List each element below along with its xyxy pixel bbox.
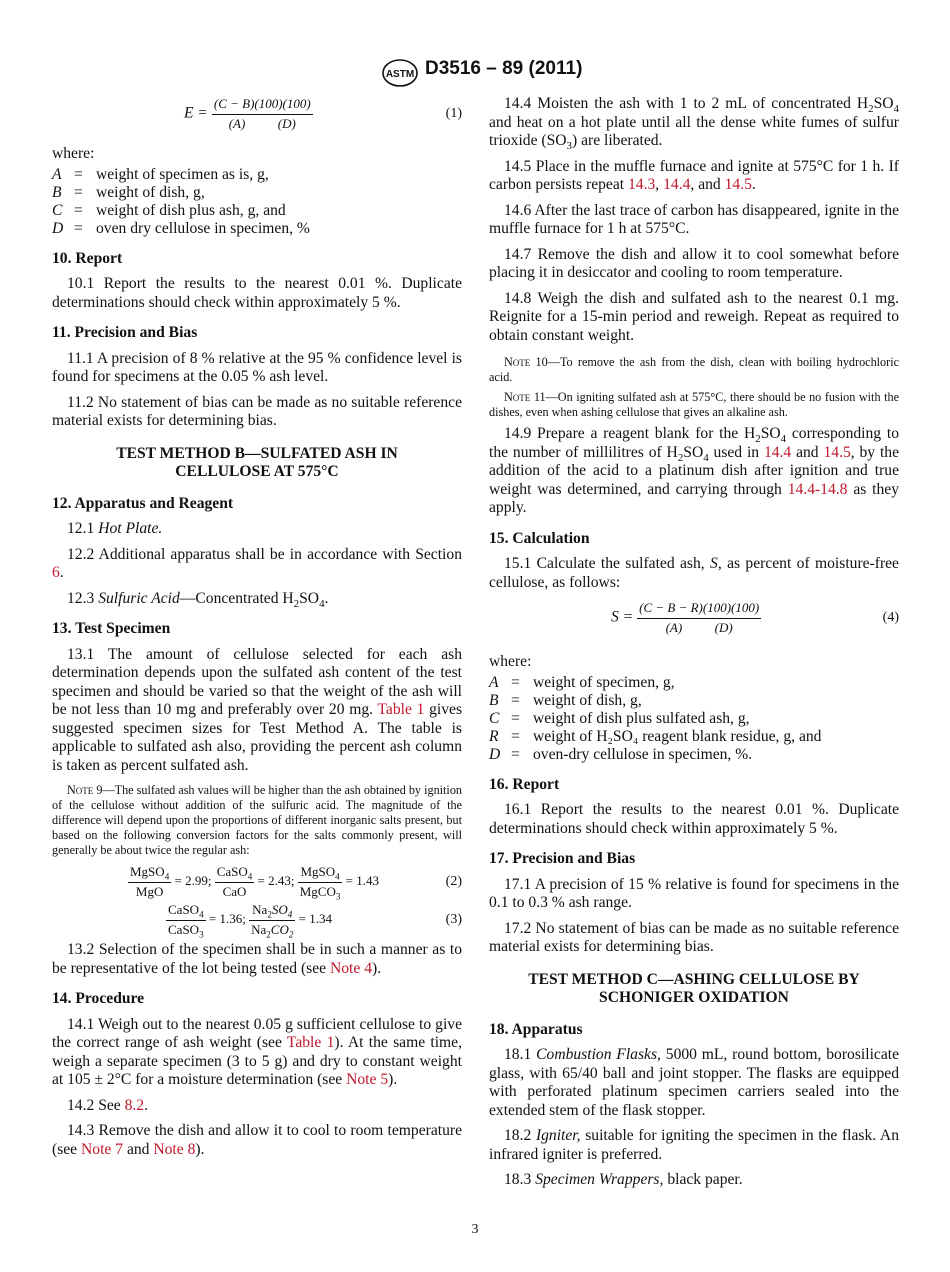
link-table-1[interactable]: Table 1 <box>286 1034 335 1051</box>
section-13-heading: 13. Test Specimen <box>52 620 171 637</box>
definition-row: C = weight of dish plus ash, g, and <box>52 201 286 219</box>
equation-3: $\frac{CaSO_4}{CaSO_3}$ = 1.36; $\frac{Na_2SO_4}{Na_2CO_2}$ = 1.34 (3) <box>168 902 462 940</box>
section-10-heading: 10. Report <box>52 249 123 267</box>
definition-row: D = oven-dry cellulose in specimen, %. <box>489 745 753 763</box>
definition-row: R = weight of H₂SO₄ reagent blank residue, g, and <box>489 727 822 745</box>
link-section-6[interactable]: 6 <box>52 564 60 581</box>
link-section-8-2[interactable]: 8.2 <box>124 1096 145 1114</box>
para-14-6: 14.6 After the last trace of carbon has disappeared, ignite in the muffle furnace for 1 h at 575°C. <box>489 201 899 237</box>
link-table-1[interactable]: Table 1 <box>377 701 425 718</box>
link-14-5[interactable]: 14.5 <box>724 176 752 193</box>
link-14-5[interactable]: 14.5 <box>823 443 851 461</box>
eq1-number: (1) <box>445 106 462 121</box>
para-14-2: 14.2 See 8.2. <box>67 1096 149 1114</box>
eq4-number: (4) <box>882 610 899 625</box>
definition-row: C = weight of dish plus sulfated ash, g, <box>489 709 750 727</box>
section-11-heading: 11. Precision and Bias <box>52 324 198 341</box>
para-15-1: 15.1 Calculate the sulfated ash, S, as percent of moisture-free cellulose, as follows: <box>489 555 899 591</box>
where-label-1: where: <box>52 145 95 162</box>
note-10: Note 10—To remove the ash from the dish, clean with boiling hydrochloric acid. <box>489 355 899 384</box>
para-16-1: 16.1 Report the results to the nearest 0.01 %. Duplicate determinations should check within approximately 5 %. <box>489 801 899 837</box>
definition-row: B = weight of dish, g, <box>52 183 205 201</box>
definition-row: B = weight of dish, g, <box>489 691 642 709</box>
eq1-lhs: E = <box>184 104 208 122</box>
equation-2: $\frac{MgSO_4}{\text{MgO}}$ = 2.99; $\frac{CaSO_4}{\text{CaO}}$ = 2.43; $\frac{MgSO_4}{MgCO_3}$ = 1.43 (2) <box>130 864 462 902</box>
para-13-2: 13.2 Selection of the specimen shall be in such a manner as to be representative of the lot being tested (see Note 4). <box>52 941 462 977</box>
note-11: Note 11—On igniting sulfated ash at 575°C, there should be no fusion with the dishes, even when ashing cellulose that gives an alkaline ash. <box>489 390 899 419</box>
definition-row: D = oven dry cellulose in specimen, % <box>52 219 310 237</box>
definitions-1 <box>52 166 462 238</box>
section-17-heading: 17. Precision and Bias <box>489 850 636 867</box>
eq4-lhs: S = <box>611 608 634 626</box>
para-11-2: 11.2 No statement of bias can be made as no suitable reference material exists for determining bias. <box>52 393 462 429</box>
section-12-heading: 12. Apparatus and Reagent <box>52 494 234 512</box>
para-12-1: 12.1 Hot Plate. <box>67 520 163 537</box>
link-14-4[interactable]: 14.4 <box>663 176 691 193</box>
link-note-5[interactable]: Note 5 <box>346 1071 389 1088</box>
eq1-fraction <box>212 95 313 133</box>
equation-4 <box>489 599 899 643</box>
eq4-fraction <box>637 599 761 637</box>
left-column <box>52 95 462 1166</box>
para-18-1: 18.1 Combustion Flasks, 5000 mL, round bottom, borosilicate glass, with 65/40 ball and joint stopper. The flasks are equipped with perforated platinum specimen carriers sealed into the extended stem of the flask stopper. <box>489 1046 899 1119</box>
eq4-denominator: (A) (D) <box>665 619 733 635</box>
para-14-3: 14.3 Remove the dish and allow it to cool to room temperature (see Note 7 and Note 8). <box>52 1122 462 1158</box>
para-14-5: 14.5 Place in the muffle furnace and ignite at 575°C for 1 h. If carbon persists repeat 14.3, 14.4, and 14.5. <box>489 157 899 193</box>
astm-logo <box>381 58 419 88</box>
section-16-heading: 16. Report <box>489 775 560 793</box>
section-15-heading: 15. Calculation <box>489 529 590 547</box>
link-note-8[interactable]: Note 8 <box>153 1140 196 1158</box>
document-id: D3516 – 89 (2011) <box>425 58 583 79</box>
para-12-3: 12.3 Sulfuric Acid—Concentrated $H_2SO_4$. <box>67 589 329 610</box>
para-17-1: 17.1 A precision of 15 % relative is found for specimens in the 0.1 to 0.3 % ash range. <box>489 875 899 911</box>
link-note-7[interactable]: Note 7 <box>81 1140 124 1158</box>
link-14-4-14-8[interactable]: 14.4-14.8 <box>787 480 848 498</box>
para-12-2: 12.2 Additional apparatus shall be in accordance with Section 6. <box>52 545 462 581</box>
equation-1 <box>52 95 462 135</box>
right-column <box>489 95 899 1197</box>
section-14-heading: 14. Procedure <box>52 990 145 1007</box>
para-10-1: 10.1 Report the results to the nearest 0.01 %. Duplicate determinations should check within approximately 5 %. <box>52 275 462 311</box>
para-11-1: 11.1 A precision of 8 % relative at the 95 % confidence level is found for specimens at the 0.05 % ash level. <box>52 349 462 385</box>
para-14-9: 14.9 Prepare a reagent blank for the $H_2SO_4$ corresponding to the number of millilitres of $H_2SO_4$ used in 14.4 and 14.5, by the addition of the acid to a platinum dish after ignition and true weight was determined, and carrying through 14.4-14.8 as they apply. <box>489 425 900 516</box>
eq1-numerator: (C − B)(100)(100) <box>212 95 313 115</box>
para-14-7: 14.7 Remove the dish and allow it to cool somewhat before placing it in desiccator and cooling to room temperature. <box>489 245 899 281</box>
note-9: Note 9—The sulfated ash values will be higher than the ash obtained by ignition of the cellulose without addition of the sulfuric acid. The magnitude of the difference will depend upon the proportions of different inorganic salts present, but based on the following conversion factors for the salts commonly present, will generally be about twice the regular ash: <box>52 783 463 857</box>
where-label-2: where: <box>489 653 532 670</box>
para-14-1: 14.1 Weigh out to the nearest 0.05 g sufficient cellulose to give the correct range of ash weight (see Table 1). At the same time, weigh a separate specimen (3 to 5 g) and dry to constant weight at 105 ± 2°C for a moisture determination (see Note 5). <box>52 1015 463 1088</box>
definition-row: A = weight of specimen, g, <box>489 673 675 691</box>
svg-text:ASTM: ASTM <box>385 69 415 80</box>
page-number: 3 <box>471 1222 479 1237</box>
link-note-4[interactable]: Note 4 <box>330 959 373 977</box>
link-14-4[interactable]: 14.4 <box>763 443 792 461</box>
para-13-1: 13.1 The amount of cellulose selected for each ash determination depends upon the sulfated ash content of the test specimen and should be varied so that the weight of the ash will be not less than 10 mg and preferably over 20 mg. Table 1 gives suggested specimen sizes for Test Method A. The table is applicable to sulfated ash also, providing the percent ash column is taken as percent sulfated ash. <box>52 645 463 774</box>
section-18-heading: 18. Apparatus <box>489 1020 583 1038</box>
definitions-2 <box>489 674 899 764</box>
para-14-8: 14.8 Weigh the dish and sulfated ash to the nearest 0.1 mg. Reignite for a 15-min period and reweigh. Repeat as required to obtain constant weight. <box>489 289 899 344</box>
eq4-numerator: (C − B − R)(100)(100) <box>637 599 761 619</box>
page-header <box>0 56 950 86</box>
method-c-title: TEST METHOD C—ASHING CELLULOSE BY SCHONIGER OXIDATION <box>528 970 860 1006</box>
para-14-4: 14.4 Moisten the ash with 1 to 2 mL of concentrated $H_2SO_4$ and heat on a hot plate until all the dense white fumes of sulfur trioxide $(SO_3)$ are liberated. <box>489 95 899 153</box>
definition-row: A = weight of specimen as is, g, <box>52 165 269 183</box>
para-17-2: 17.2 No statement of bias can be made as no suitable reference material exists for determining bias. <box>489 919 899 955</box>
eq1-denominator: (A) (D) <box>228 115 296 131</box>
link-14-3[interactable]: 14.3 <box>628 176 656 193</box>
para-18-2: 18.2 Igniter, suitable for igniting the specimen in the flask. An infrared igniter is preferred. <box>489 1127 899 1163</box>
para-18-3: 18.3 Specimen Wrappers, black paper. <box>504 1171 743 1188</box>
method-b-title: TEST METHOD B—SULFATED ASH IN CELLULOSE AT 575°C <box>116 444 398 480</box>
